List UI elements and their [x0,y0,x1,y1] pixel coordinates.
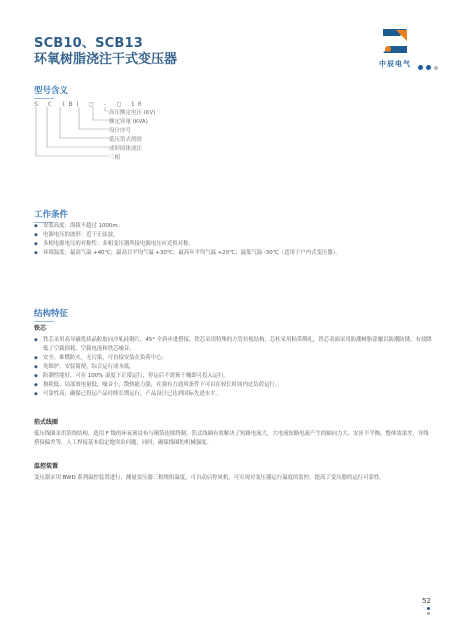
dot-icon [418,65,423,70]
temp-paragraph: 变压器采用 BWD 系列温控装置进行，测量变压器三相绕组温度，可自动启停风机，可实现对变压器运行温度的监控，提高了变压器的运行可靠性。 [34,475,385,481]
subsection-title-core: 铁芯 [34,325,47,332]
page-number: 52 [422,597,431,605]
winding-paragraph: 低压线圈采用箔绕结构，选用 F 级的环氧预浸布与铜箔连续绕制，箔式线圈有效解决了短路电流大，大电流短路电流产生的轴向力大、安匝不平衡，整体效果差，导线搭接偏差等，人工焊接基本稳定地突出问题，同时，确保线圈的机械强度。 [34,431,429,446]
core-list [34,336,434,399]
dot-icon [427,607,430,610]
model-label: 设计序号 [109,128,132,134]
list-item: ◆ 安装高度：海拔不超过 1000m。 [34,222,434,231]
model-label: 低压箔式绕组 [109,137,143,143]
list-item: ◆ 环境温度：最高气温 +40℃；最高日平均气温 +30℃；最高年平均气温 +20℃；最低气温 -30℃（适用于户内式变压器）。 [34,249,434,258]
logo-mark-icon [380,26,410,56]
company-logo [372,26,418,76]
list-item: ◆ 防潮性能好，可在 100% 湿度下正常运行，停运后不需预干燥即可投入运行。 [34,372,434,381]
section-title-conditions: 工作条件 [34,208,68,223]
model-code: S C (B) □ - □ 10 [34,100,145,108]
list-item: ◆ 损耗低、局部放电量低，噪音小，散热能力强，在强有力通风条件下可以在较长时间内过负荷运行。 [34,381,434,390]
subsection-title-winding: 箔式线圈 [34,419,59,426]
section-title-structure: 结构特征 [34,307,68,322]
section-title-model: 型号含义 [34,84,68,99]
dot-icon [434,66,438,70]
list-item: ◆ 可靠性高，确保已投运产品持续长期运行，产品设计已达到国际先进水平。 [34,390,434,399]
list-item: ◆ 铁芯采用高导磁优质晶粒取向冷轧硅钢片，45° 全斜步进搭接，铁芯采用特殊的方管拉板结构，芯柱采用粘带绑扎，铁芯表面采用防潮树脂涂覆以防潮防锈，有效降低了空载损耗、空载电流和铁芯噪音。 [34,336,434,354]
model-label: 额定容量 (KVA) [109,119,148,125]
page-number-dots [427,607,430,615]
list-item: ◆ 免维护，安装简便，综合运行成本低。 [34,363,434,372]
subsection-title-temp: 温控装置 [34,463,59,470]
dot-icon [426,65,431,70]
list-item: ◆ 安全、难燃防火，无污染，可直接安装在负荷中心。 [34,354,434,363]
model-bracket-lines [34,107,114,169]
title-line-1: SCB10、SCB13 [34,36,144,51]
title-line-2: 环氧树脂浇注干式变压器 [34,52,178,67]
model-label: 三相 [109,155,121,161]
model-label: 成形固体浇注 [109,146,143,152]
dot-icon [427,612,430,615]
list-item: ◆ 电源电压的波形：近于正弦波。 [34,231,434,240]
logo-text: 中辰电气 [379,60,411,68]
decorative-dots [418,65,438,70]
list-item: ◆ 多相电源电压的对称性：多相变压器所接电源电压应近似对称。 [34,240,434,249]
conditions-list [34,222,434,258]
model-label: 高压额定电压 (KV) [109,110,156,116]
